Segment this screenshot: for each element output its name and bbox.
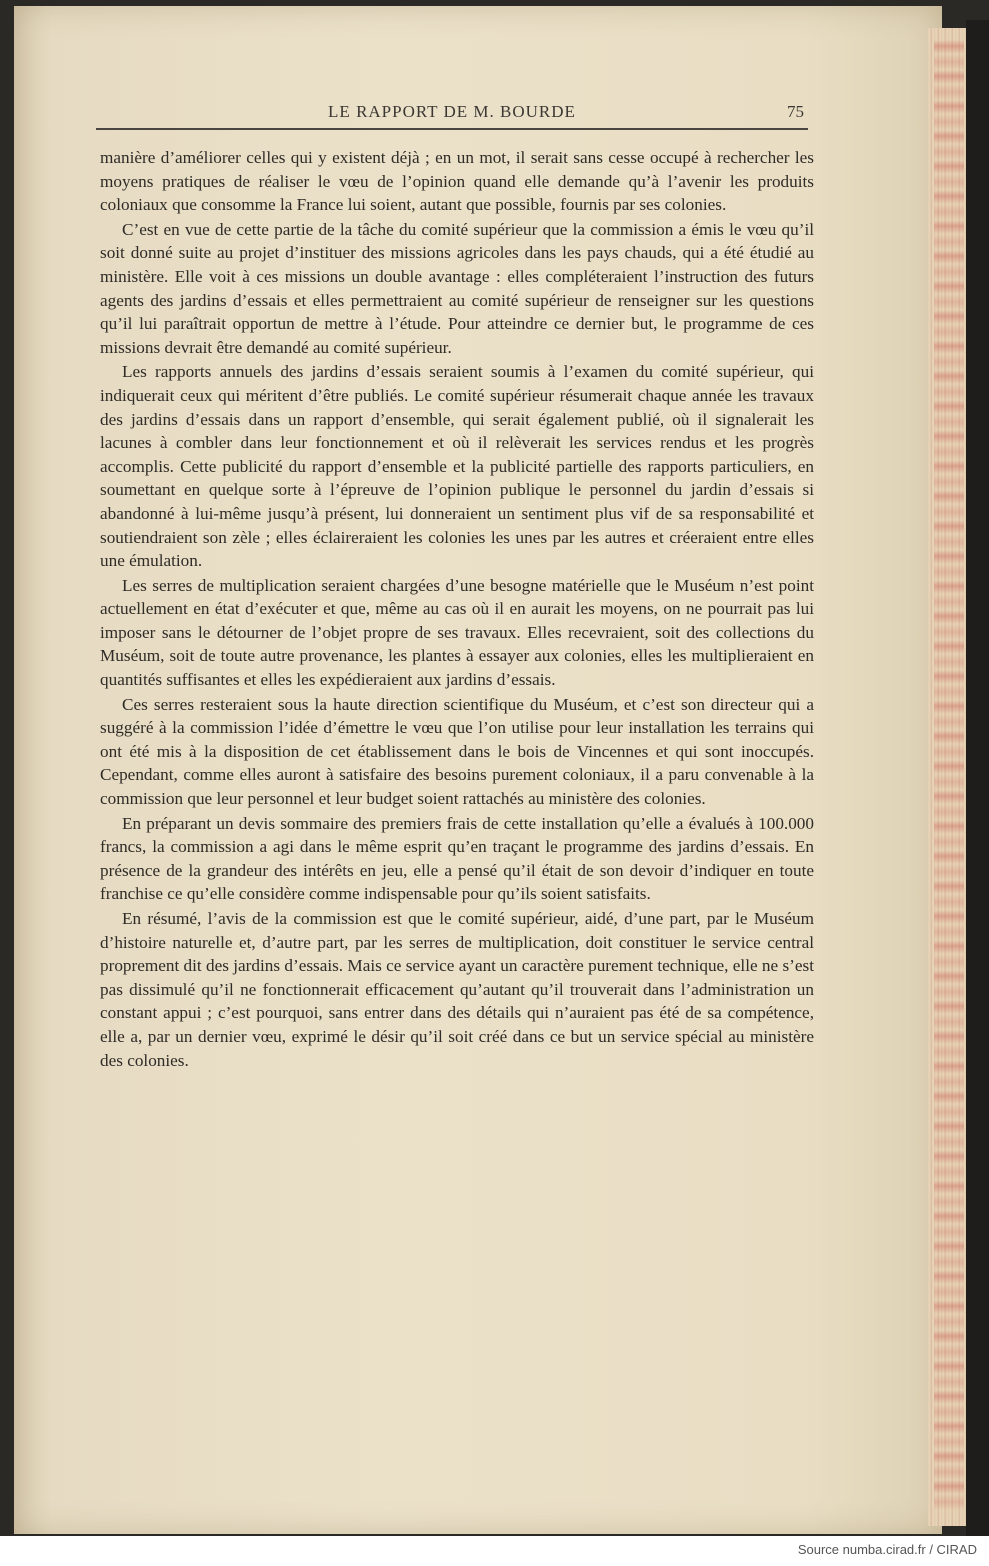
paragraph-5: Ces serres resteraient sous la haute direction scientifique du Muséum, et c’est son directeur qui a suggéré à la commission l’idée d’émettre le vœu que l’on utilise pour leur installation les terrains qui ont été mis à la disposition de cet établissement dans le bois de Vincennes et qui sont inoccupés. Cependant, comme elles auront à satisfaire des besoins purement coloniaux, il a paru convenable à la commission que leur personnel et leur budget soient rattachés au ministère des colonies. <box>100 694 814 809</box>
source-credit: Source numba.cirad.fr / CIRAD <box>797 1542 977 1557</box>
paragraph-4: Les serres de multiplication seraient chargées d’une besogne matérielle que le Muséum n’est point actuellement en état d’exécuter et que, même au cas où il en aurait les moyens, on ne pourrait pas lui imposer sans le détourner de l’objet propre de ses travaux. Elles recevraient, soit des collections du Muséum, soit de toute autre provenance, les plantes à essayer aux colonies, elles les multiplieraient en quantités suffisantes et elles les expédieraient aux jardins d’essais. <box>100 575 814 690</box>
binding-red-stain <box>934 40 964 1510</box>
paragraph-2: C’est en vue de cette partie de la tâche du comité supérieur que la commission a émis le vœu qu’il soit donné suite au projet d’instituer des missions agricoles dans les pays chauds, qui a été étudié au ministère. Elle voit à ces missions un double avantage : elles compléteraient l’instruction des futurs agents des jardins d’essais et elles permettraient au comité supérieur de renseigner sur les questions qu’il lui paraîtrait opportun de mettre à l’étude. Pour atteindre ce dernier but, le programme de ces missions devrait être demandé au comité supérieur. <box>100 219 814 357</box>
paragraph-6: En préparant un devis sommaire des premiers frais de cette installation qu’elle a évalués à 100.000 francs, la commission a agi dans le même esprit qu’en traçant le programme des jardins d’essais. En présence de la grandeur des intérêts en jeu, elle a pensé qu’il était de son devoir d’indiquer en toute franchise ce qu’elle considère comme indispensable pour qu’ils soient satisfaits. <box>100 813 814 904</box>
paragraph-1: manière d’améliorer celles qui y existent déjà ; en un mot, il serait sans cesse occupé à rechercher les moyens pratiques de réaliser le vœu de l’opinion quand elle demande qu’à l’avenir les produits coloniaux que consomme la France lui soient, autant que possible, fournis par ses colonies. <box>100 148 814 215</box>
body-text <box>100 146 814 1073</box>
header-rule <box>96 128 808 130</box>
paragraph-7: En résumé, l’avis de la commission est que le comité supérieur, aidé, d’une part, par le Muséum d’histoire naturelle et, d’autre part, par les serres de multiplication, doit constituer le service central proprement dit des jardins d’essais. Mais ce service ayant un caractère purement technique, elle ne s’est pas dissimulé qu’il ne fonctionnerait efficacement qu’autant qu’il trouverait dans l’administration un constant appui ; c’est pourquoi, sans entrer dans des détails qui n’auraient pas été de sa compétence, elle a, par un dernier vœu, exprimé le désir qu’il soit créé dans ce but un service spécial au ministère des colonies. <box>100 909 814 1070</box>
page-header <box>96 98 808 126</box>
page-number: 75 <box>787 102 804 121</box>
paragraph-3: Les rapports annuels des jardins d’essais seraient soumis à l’examen du comité supérieur, qui indiquerait ceux qui méritent d’être publiés. Le comité supérieur résumerait chaque année les travaux des jardins d’essais dans un rapport d’ensemble, qui serait également publié, où il signalerait les lacunes à combler dans leur fonctionnement et où il relèverait les services rendus et les progrès accomplis. Cette publicité du rapport d’ensemble et la publicité partielle des rapports particuliers, en soumettant en quelque sorte à l’épreuve de l’opinion publique le personnel du jardin d’essais si abandonné à lui-même jusqu’à présent, lui donneraient un sentiment plus vif de sa responsabilité et soutiendraient son zèle ; elles éclaireraient les colonies les unes par les autres et créeraient entre elles une émulation. <box>100 362 814 571</box>
running-title: LE RAPPORT DE M. BOURDE <box>328 102 576 121</box>
scan-border-right <box>966 20 989 1536</box>
